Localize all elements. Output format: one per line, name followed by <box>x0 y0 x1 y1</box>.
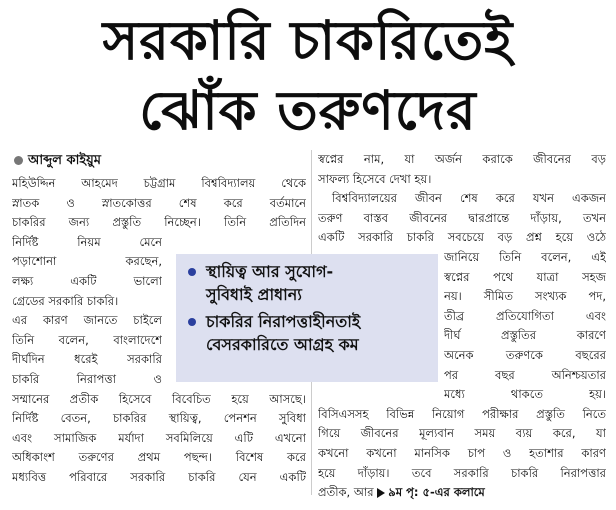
pull-quote-line: বেসরকারিতে আগ্রহ কম <box>206 335 359 354</box>
text-line: পর বছর অনিশ্চয়তার <box>444 367 606 382</box>
text-line: দীর্ঘ প্রস্তুতির কারণে <box>444 328 606 343</box>
text-line-with-continuation <box>318 483 606 503</box>
headline-line-2: ঝোঁক তরুণদের <box>139 79 477 142</box>
text-line: মহিউদ্দিন আহমেদ চট্টগ্রাম বিশ্ববিদ্যালয় থেকে <box>12 176 306 190</box>
text-line: বিসিএসসহ বিভিন্ন নিয়োগ পরীক্ষার প্রস্তুতি নিতে <box>318 406 606 421</box>
text-line: স্নাতক ও স্নাতকোত্তর শেষ করে বর্তমানে <box>12 195 306 210</box>
text-line: অধিকাংশ তরুণের প্রথম পছন্দ। বিশেষ করে <box>12 450 306 465</box>
arrow-right-icon <box>377 488 385 498</box>
text-line: দীর্ঘদিন ধরেই সরকারি <box>12 352 162 367</box>
text-line: নয়। সীমিত সংখ্যক পদ, <box>444 289 606 304</box>
text-line: গ্রেডের সরকারি চাকরি। <box>12 293 119 308</box>
text-line: স্বপ্নের নাম, যা অর্জন করাকে জীবনের বড় <box>318 152 606 166</box>
headline-line-1: সরকারি চাকরিতেই <box>102 9 514 72</box>
text-line: এর কারণ জানতে চাইলে <box>12 313 162 328</box>
bullet-icon <box>14 156 23 165</box>
pull-quote-line: স্থায়িত্ব আর সুযোগ- <box>206 262 334 281</box>
pull-quote-line: সুবিধাই প্রাধান্য <box>206 285 302 304</box>
text-line: প্রতীক, আর <box>318 485 374 500</box>
text-line: লক্ষ্য একটি ভালো <box>12 273 162 288</box>
text-line: স্বপ্নের পথে যাত্রা সহজ <box>444 269 606 284</box>
text-line: সাফল্য হিসেবে দেখা হয়। <box>318 171 432 186</box>
pull-quote-item <box>186 310 430 356</box>
text-line: মধ্যে থাকতে হয়। <box>444 387 606 402</box>
pull-quote-box <box>176 254 438 382</box>
text-line: গিয়ে জীবনের মূল্যবান সময় ব্যয় করে, যা <box>318 426 606 441</box>
bullet-icon <box>188 318 196 326</box>
continuation-reference: ৯ম পৃ: ৫-এর কলামে <box>388 485 485 500</box>
text-line: তিনি বলেন, বাংলাদেশে <box>12 332 162 347</box>
text-line: জানিয়ে তিনি বলেন, এই <box>444 249 606 264</box>
text-line: কখনো কখনো মানসিক চাপ ও হতাশার কারণ <box>318 445 606 460</box>
byline <box>14 152 101 170</box>
text-line: সম্মানের প্রতীক হিসেবে বিবেচিত হয়ে আসছে। <box>12 391 306 406</box>
text-line: পড়াশোনা করছেন, <box>12 254 162 269</box>
text-line: নির্দিষ্ট বেতন, চাকরির স্থায়িত্ব, পেনশন সুবিধা <box>12 411 306 426</box>
text-line: নির্দিষ্ট নিয়ম মেনে <box>12 234 162 249</box>
text-line: তরুণ বাস্তব জীবনের দ্বারপ্রান্তে দাঁড়ায়, তখন <box>318 210 606 225</box>
text-line: অনেক তরুণকে বছরের <box>444 347 606 362</box>
text-line: চাকরির জন্য প্রস্তুতি নিচ্ছেন। তিনি প্রতিদিন <box>12 215 306 230</box>
text-line: একটি সরকারি চাকরি সবচেয়ে বড় প্রশ্ন হয়ে ওঠে <box>318 230 606 245</box>
text-line: তীব্র প্রতিযোগিতা এবং <box>444 308 606 323</box>
text-line: এবং সামাজিক মর্যাদা সবমিলিয়ে এটি এখনো <box>12 430 306 445</box>
pull-quote-item <box>186 260 430 306</box>
author-name: আব্দুল কাইয়ুম <box>28 153 102 168</box>
text-line: মধ্যবিত্ত পরিবারে সরকারি চাকরি যেন একটি <box>12 469 306 484</box>
text-line: চাকরি নিরাপত্তা ও <box>12 371 162 386</box>
text-line: বিশ্ববিদ্যালয়ের জীবন শেষ করে যখন একজন <box>332 191 606 206</box>
text-line: হয়ে দাঁড়ায়। তবে সরকারি চাকরি নিরাপত্তার <box>318 465 606 480</box>
bullet-icon <box>188 268 196 276</box>
pull-quote-line: চাকরির নিরাপত্তাহীনতাই <box>206 312 361 331</box>
